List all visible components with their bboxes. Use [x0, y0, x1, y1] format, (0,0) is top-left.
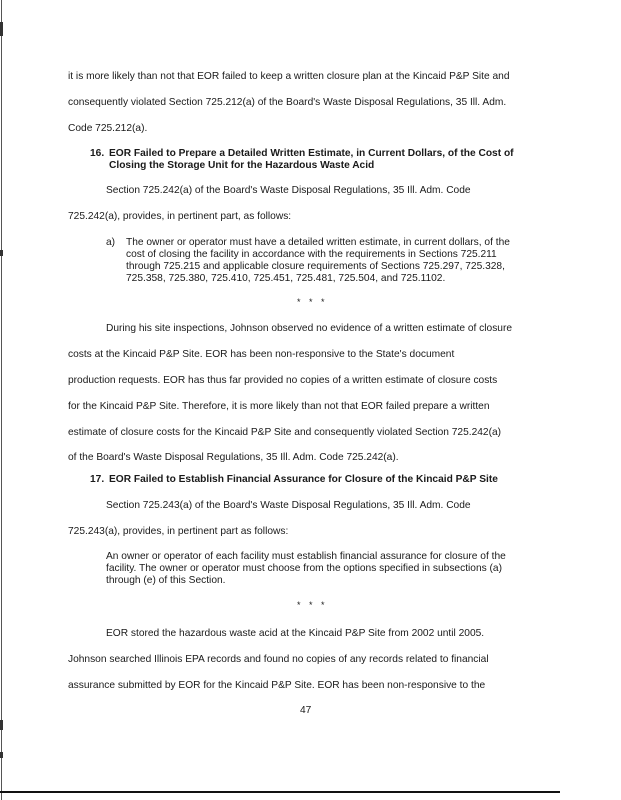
scan-mark [0, 752, 3, 758]
subsection-label: a) [106, 237, 116, 248]
scan-mark [0, 720, 3, 730]
quote-text: 725.358, 725.380, 725.410, 725.451, 725.481, 725.504, and 725.1102. [126, 273, 446, 284]
heading-text: Closing the Storage Unit for the Hazardous Waste Acid [109, 160, 375, 171]
ellipsis-stars: * * * [297, 297, 328, 307]
quote-text: facility. The owner or operator must choose from the options specified in subsections (a) [106, 563, 502, 574]
scan-mark [0, 250, 3, 256]
quote-text: cost of closing the facility in accordance with the requirements in Sections 725.211 [126, 249, 497, 260]
page-number: 47 [300, 705, 312, 716]
body-text-line: production requests. EOR has thus far provided no copies of a written estimate of closure costs [68, 375, 498, 386]
scan-edge-bottom [0, 791, 560, 793]
body-text-line: 725.242(a), provides, in pertinent part, as follows: [68, 211, 292, 222]
body-text-line: Section 725.243(a) of the Board's Waste Disposal Regulations, 35 Ill. Adm. Code [106, 500, 471, 511]
scan-mark [0, 22, 3, 36]
heading-number: 17. [90, 474, 105, 485]
quote-text: An owner or operator of each facility must establish financial assurance for closure of the [106, 551, 506, 562]
body-text-line: consequently violated Section 725.212(a) of the Board's Waste Disposal Regulations, 35 Ill. Adm. [68, 97, 507, 108]
heading-number: 16. [90, 148, 105, 159]
body-text-line: it is more likely than not that EOR failed to keep a written closure plan at the Kincaid P&P Site and [68, 71, 510, 82]
heading-text: EOR Failed to Prepare a Detailed Written Estimate, in Current Dollars, of the Cost of [109, 148, 514, 159]
body-text-line: assurance submitted by EOR for the Kincaid P&P Site. EOR has been non-responsive to the [68, 680, 486, 691]
body-text-line: costs at the Kincaid P&P Site. EOR has been non-responsive to the State's document [68, 349, 455, 360]
body-text-line: During his site inspections, Johnson observed no evidence of a written estimate of closure [106, 323, 513, 334]
body-text-line: Johnson searched Illinois EPA records and found no copies of any records related to financial [68, 654, 489, 665]
body-text-line: EOR stored the hazardous waste acid at the Kincaid P&P Site from 2002 until 2005. [106, 628, 485, 639]
body-text-line: estimate of closure costs for the Kincaid P&P Site and consequently violated Section 725.242(a) [68, 427, 502, 438]
scan-edge-left [1, 0, 2, 800]
body-text-line: of the Board's Waste Disposal Regulations, 35 Ill. Adm. Code 725.242(a). [68, 452, 399, 463]
quote-text: through 725.215 and applicable closure requirements of Sections 725.297, 725.328, [126, 261, 505, 272]
body-text-line: Code 725.212(a). [68, 123, 148, 134]
body-text-line: Section 725.242(a) of the Board's Waste Disposal Regulations, 35 Ill. Adm. Code [106, 185, 471, 196]
quote-text: The owner or operator must have a detailed written estimate, in current dollars, of the [126, 237, 510, 248]
body-text-line: for the Kincaid P&P Site. Therefore, it is more likely than not that EOR failed prepare a written [68, 401, 490, 412]
heading-text: EOR Failed to Establish Financial Assurance for Closure of the Kincaid P&P Site [109, 474, 498, 485]
ellipsis-stars: * * * [297, 600, 328, 610]
quote-text: through (e) of this Section. [106, 575, 226, 586]
body-text-line: 725.243(a), provides, in pertinent part as follows: [68, 526, 289, 537]
